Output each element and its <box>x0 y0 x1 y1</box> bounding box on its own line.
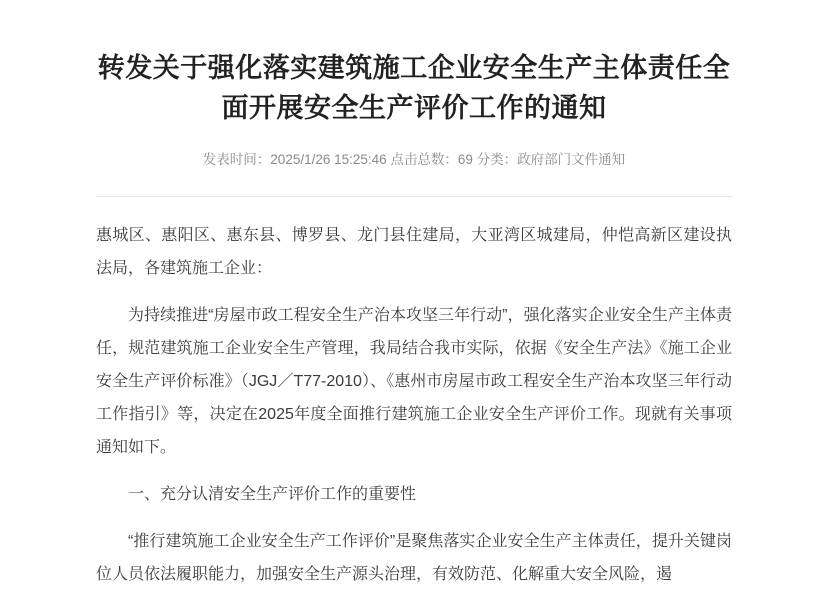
paragraph-section-one-body: “推行建筑施工企业安全生产工作评价”是聚焦落实企业安全生产主体责任，提升关键岗位人员依法履职能力，加强安全生产源头治理，有效防范、化解重大安全风险，遏 <box>96 533 732 583</box>
paragraph-background: 为持续推进“房屋市政工程安全生产治本攻坚三年行动”，强化落实企业安全生产主体责任，规范建筑施工企业安全生产管理，我局结合我市实际，依据《安全生产法》《施工企业安全生产评价标准》（JGJ／T77-2010）、《惠州市房屋市政工程安全生产治本攻坚三年行动工作指引》等，决定在2025年度全面推行建筑施工企业安全生产评价工作。现就有关事项通知如下。 <box>96 307 732 456</box>
paragraph-section-heading-one: 一、充分认清安全生产评价工作的重要性 <box>128 486 417 503</box>
article-body <box>96 197 732 591</box>
article-meta: 发表时间：2025/1/26 15:25:46 点击总数：69 分类：政府部门文件通知 <box>202 152 626 167</box>
paragraph-addressees: 惠城区、惠阳区、惠东县、博罗县、龙门县住建局，大亚湾区城建局，仲恺高新区建设执法局，各建筑施工企业： <box>96 227 732 277</box>
page-title: 转发关于强化落实建筑施工企业安全生产主体责任全面开展安全生产评价工作的通知 <box>97 53 731 123</box>
